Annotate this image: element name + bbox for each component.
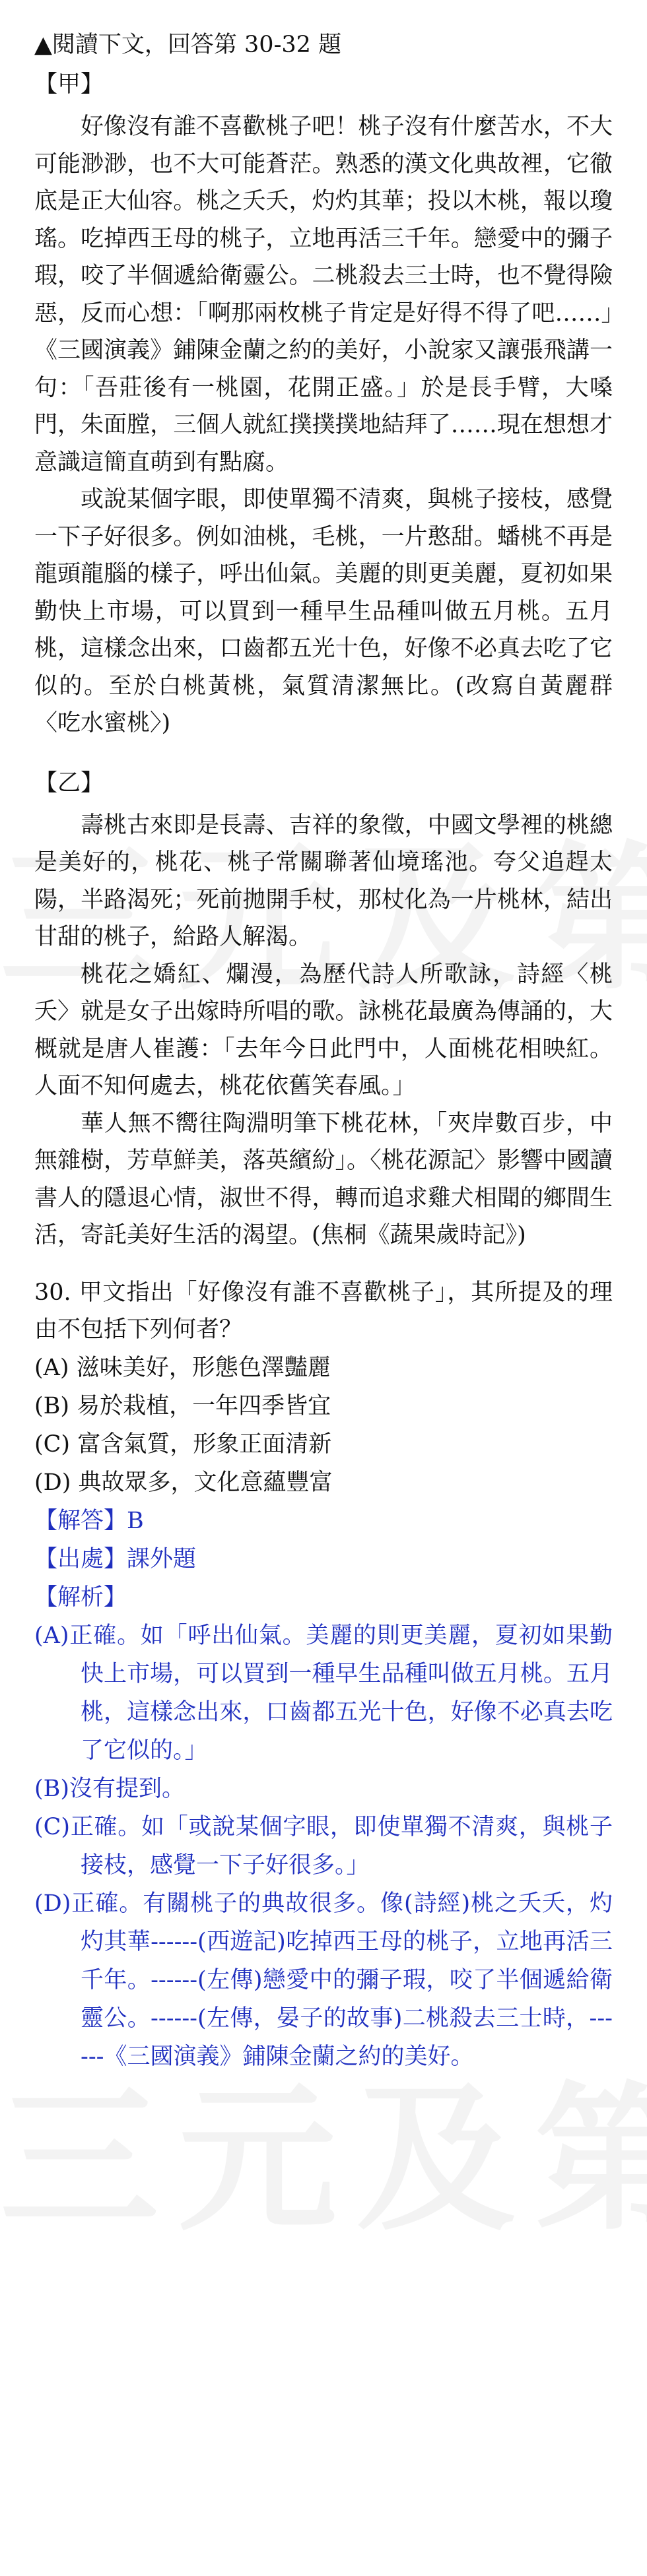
- passage-jia-paragraph-2: 或說某個字眼，即使單獨不清爽，與桃子接枝，感覺一下子好很多。例如油桃，毛桃，一片憨甜。蟠桃不再是龍頭龍腦的樣子，呼出仙氣。美麗的則更美麗，夏初如果勤快上市場，可以買到一種早生品種叫做五月桃。五月桃，這樣念出來，口齒都五光十色，好像不必真去吃了它似的。至於白桃黃桃，氣質清潔無比。(改寫自黃麗群〈吃水蜜桃〉): [34, 486, 613, 736]
- explanation-d: (D)正確。有關桃子的典故很多。像(詩經)桃之夭夭，灼灼其華------(西遊記)吃掉西王母的桃子，立地再活三千年。------(左傳)戀愛中的彌子瑕，咬了半個遞給衛靈公。------(左傳，晏子的故事)二桃殺去三士時，------《三國演義》鋪陳金蘭之約的美好。: [34, 1890, 613, 2070]
- option-c: (C) 富含氣質，形象正面清新: [34, 1431, 332, 1458]
- answer-label: 【解答】: [34, 1507, 127, 1534]
- answer-line: [34, 1502, 613, 1540]
- passage-yi-paragraph-2: 桃花之嬌紅、爛漫，為歷代詩人所歌詠，詩經〈桃夭〉就是女子出嫁時所唱的歌。詠桃花最廣為傳誦的，大概就是唐人崔護：「去年今日此門中，人面桃花相映紅。人面不知何處去，桃花依舊笑春風。」: [34, 961, 613, 1099]
- passage-yi-label: 【乙】: [34, 769, 104, 796]
- passage-yi-paragraph-3: 華人無不嚮往陶淵明筆下桃花林，「夾岸數百步，中無雜樹，芳草鮮美，落英繽紛」。〈桃花源記〉影響中國讀書人的隱退心情，淑世不得，轉而追求雞犬相聞的鄉間生活，寄託美好生活的渴望。(焦桐《蔬果歲時記》): [34, 1110, 613, 1248]
- source-line: [34, 1540, 613, 1578]
- option-d: (D) 典故眾多，文化意蘊豐富: [34, 1469, 333, 1496]
- source-label: 【出處】: [34, 1545, 127, 1572]
- question-set-header: ▲閱讀下文，回答第 30-32 題: [34, 32, 342, 58]
- answer-value: B: [127, 1507, 144, 1534]
- explanation-label: 【解析】: [34, 1584, 127, 1611]
- passage-jia-label: 【甲】: [34, 71, 104, 98]
- option-b: (B) 易於栽植，一年四季皆宜: [34, 1392, 331, 1419]
- source-value: 課外題: [127, 1545, 197, 1572]
- explanation-b: (B)沒有提到。: [34, 1775, 186, 1802]
- passage-jia-paragraph-1: 好像沒有誰不喜歡桃子吧！桃子沒有什麼苦水，不大可能渺渺，也不大可能蒼茫。熟悉的漢文化典故裡，它徹底是正大仙容。桃之夭夭，灼灼其華；投以木桃，報以瓊瑤。吃掉西王母的桃子，立地再活三千年。戀愛中的彌子瑕，咬了半個遞給衛靈公。二桃殺去三士時，也不覺得險惡，反而心想：「啊那兩枚桃子肯定是好得不得了吧……」《三國演義》鋪陳金蘭之約的美好，小說家又讓張飛講一句：「吾莊後有一桃園，花開正盛。」於是長手臂，大嗓門，朱面膛，三個人就紅撲撲撲地結拜了……現在想想才意識這簡直萌到有點腐。: [34, 113, 613, 476]
- explanation-c: (C)正確。如「或說某個字眼，即使單獨不清爽，與桃子接枝，感覺一下子好很多。」: [34, 1813, 613, 1879]
- question-stem: 30. 甲文指出「好像沒有誰不喜歡桃子」，其所提及的理由不包括下列何者？: [34, 1279, 613, 1343]
- option-a: (A) 滋味美好，形態色澤豔麗: [34, 1354, 331, 1381]
- passage-yi-paragraph-1: 壽桃古來即是長壽、吉祥的象徵，中國文學裡的桃總是美好的，桃花、桃子常關聯著仙境瑤池。夸父追趕太陽，半路渴死；死前拋開手杖，那杖化為一片桃林，結出甘甜的桃子，給路人解渴。: [34, 812, 613, 950]
- explanation-a: (A)正確。如「呼出仙氣。美麗的則更美麗，夏初如果勤快上市場，可以買到一種早生品種叫做五月桃。五月桃，這樣念出來，口齒都五光十色，好像不必真去吃了它似的。」: [34, 1622, 613, 1764]
